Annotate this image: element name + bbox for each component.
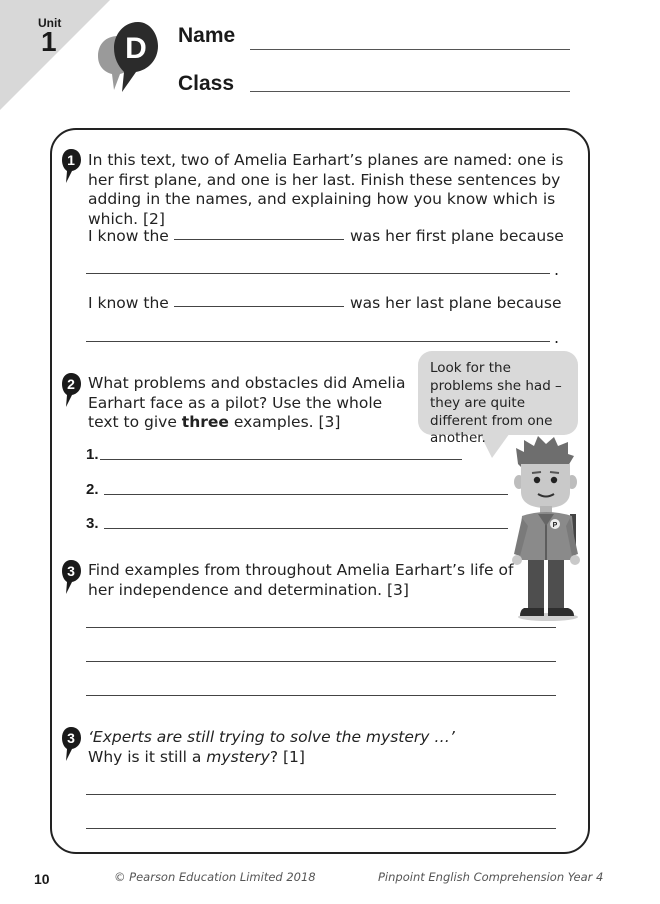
- q1-line2-prefix: I know the: [88, 294, 169, 312]
- question-3-text: Find examples from throughout Amelia Earhart’s life of her independence and determination. [3]: [88, 561, 514, 599]
- boy-character-illustration: [508, 436, 584, 622]
- q2-answer-line-2[interactable]: [104, 494, 508, 495]
- svg-text:2: 2: [67, 376, 75, 392]
- copyright-text: © Pearson Education Limited 2018: [114, 870, 316, 884]
- q2-emphasis: three: [181, 413, 229, 431]
- name-field[interactable]: [250, 49, 570, 50]
- svg-text:3: 3: [67, 730, 75, 746]
- question-number-icon: [60, 372, 82, 408]
- q2-item-1-label: 1.: [86, 446, 99, 463]
- q1-line1-prefix: I know the: [88, 227, 169, 245]
- q3-answer-line-1[interactable]: [86, 627, 556, 628]
- q4-answer-line-1[interactable]: [86, 794, 556, 795]
- q1-dot-2: .: [554, 328, 560, 347]
- question-number-icon: [60, 559, 82, 595]
- book-title: Pinpoint English Comprehension Year 4: [378, 870, 604, 884]
- tip-text: Look for the problems she had – they are quite different from one another.: [430, 360, 562, 446]
- q1-line2-suffix: was her last plane because: [350, 294, 562, 312]
- q2-item-3-label: 3.: [86, 515, 99, 532]
- question-4-quote: ‘Experts are still trying to solve the mystery …’: [88, 728, 455, 746]
- difficulty-badge-icon: [92, 20, 160, 92]
- q1-answer-line-2[interactable]: [86, 341, 550, 342]
- q2-answer-line-1[interactable]: [100, 459, 462, 460]
- unit-label: Unit: [38, 16, 62, 30]
- question-number-icon: [60, 148, 82, 184]
- svg-text:P: P: [552, 522, 558, 529]
- badge-letter: D: [125, 32, 147, 65]
- q2-item-2-label: 2.: [86, 481, 99, 498]
- question-4-text: Why is it still a mystery? [1]: [88, 748, 305, 766]
- q3-answer-line-3[interactable]: [86, 695, 556, 696]
- class-field[interactable]: [250, 91, 570, 92]
- q1-first-plane-field[interactable]: [174, 239, 344, 240]
- question-number-icon: [60, 726, 82, 762]
- class-label: Class: [178, 72, 235, 95]
- unit-number: 1: [41, 26, 57, 57]
- question-2-text: What problems and obstacles did Amelia Earhart face as a pilot? Use the whole text to give three examples. [3]: [88, 374, 406, 431]
- svg-text:1: 1: [67, 152, 75, 168]
- question-1-text: In this text, two of Amelia Earhart’s planes are named: one is her first plane, and one is her last. Finish these sentences by adding in the names, and explaining how you know which is which. [2]: [88, 151, 564, 228]
- q4-emphasis: mystery: [206, 748, 270, 766]
- q1-line1-suffix: was her first plane because: [350, 227, 564, 245]
- q4-answer-line-2[interactable]: [86, 828, 556, 829]
- q1-last-plane-field[interactable]: [174, 306, 344, 307]
- q2-answer-line-3[interactable]: [104, 528, 508, 529]
- name-label: Name: [178, 24, 236, 47]
- svg-text:3: 3: [67, 563, 75, 579]
- q1-dot-1: .: [554, 260, 560, 279]
- q3-answer-line-2[interactable]: [86, 661, 556, 662]
- q1-answer-line-1[interactable]: [86, 273, 550, 274]
- page-number: 10: [34, 871, 50, 887]
